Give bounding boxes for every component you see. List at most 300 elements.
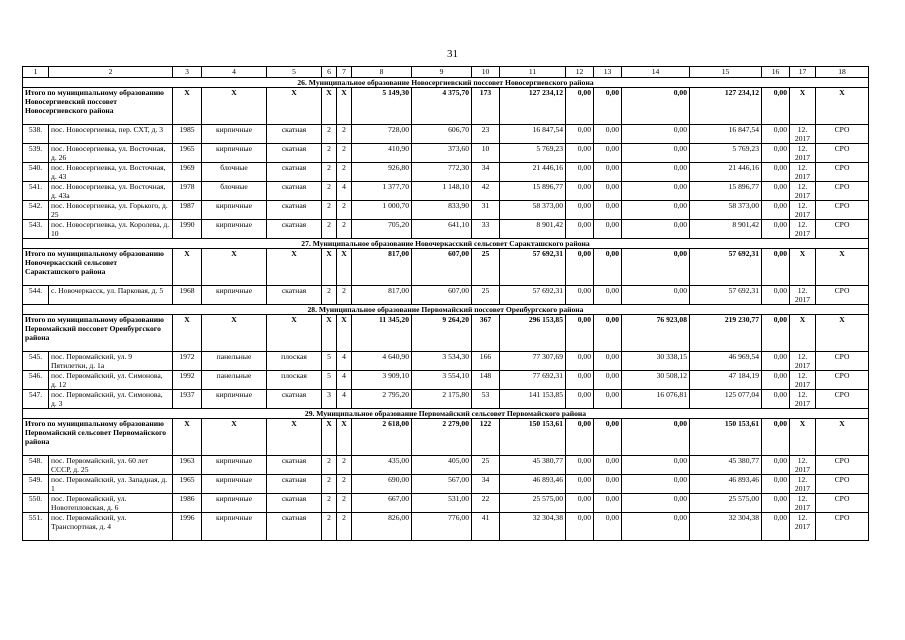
data-cell: 12. 2017 [790, 144, 816, 163]
address-cell: пос. Первомайский, ул. 9 Пятилетки, д. 1а [49, 352, 173, 371]
data-cell: кирпичные [202, 513, 267, 541]
data-cell: СРО [816, 144, 869, 163]
data-cell: 1987 [173, 201, 202, 220]
total-cell: 0,00 [762, 249, 790, 286]
data-cell: панельные [202, 352, 267, 371]
data-cell: 0,00 [594, 390, 622, 409]
data-cell: 30 508,12 [622, 371, 690, 390]
total-cell: 57 692,31 [500, 249, 566, 286]
data-cell: 8 901,42 [500, 220, 566, 239]
data-cell: 373,60 [412, 144, 472, 163]
table-row [23, 163, 869, 182]
data-cell: 1965 [173, 475, 202, 494]
data-cell: 2 [337, 220, 352, 239]
data-cell: 42 [472, 182, 500, 201]
data-cell: 0,00 [566, 182, 594, 201]
row-number: 543. [23, 220, 49, 239]
column-number: 3 [173, 67, 202, 78]
total-cell: X [816, 88, 869, 125]
total-cell: 0,00 [622, 419, 690, 456]
data-cell: 0,00 [622, 286, 690, 305]
data-cell: 0,00 [594, 220, 622, 239]
data-cell: 12. 2017 [790, 513, 816, 541]
data-cell: 1996 [173, 513, 202, 541]
total-cell: X [202, 88, 267, 125]
data-cell: скатная [267, 163, 322, 182]
data-cell: скатная [267, 182, 322, 201]
data-cell: кирпичные [202, 201, 267, 220]
total-cell: 127 234,12 [690, 88, 762, 125]
data-cell: 2 [322, 475, 337, 494]
row-number: 550. [23, 494, 49, 513]
table-row [23, 513, 869, 541]
data-cell: 0,00 [622, 182, 690, 201]
data-cell: 0,00 [594, 125, 622, 144]
data-cell: 25 575,00 [500, 494, 566, 513]
data-cell: 58 373,00 [690, 201, 762, 220]
data-cell: блочные [202, 182, 267, 201]
data-cell: 2 [337, 475, 352, 494]
data-cell: 46 893,46 [500, 475, 566, 494]
data-cell: 16 076,81 [622, 390, 690, 409]
data-cell: кирпичные [202, 456, 267, 475]
data-cell: 0,00 [762, 201, 790, 220]
address-cell: пос. Новосергиевка, пер. СХТ, д. 3 [49, 125, 173, 144]
total-cell: 2 618,00 [352, 419, 412, 456]
data-cell: 0,00 [762, 125, 790, 144]
total-cell: 0,00 [594, 249, 622, 286]
total-cell: X [790, 249, 816, 286]
data-cell: 12. 2017 [790, 182, 816, 201]
data-cell: 77 692,31 [500, 371, 566, 390]
total-cell: 2 279,00 [412, 419, 472, 456]
data-cell: 0,00 [622, 220, 690, 239]
row-number: 540. [23, 163, 49, 182]
data-cell: СРО [816, 475, 869, 494]
column-number: 5 [267, 67, 322, 78]
row-number: 539. [23, 144, 49, 163]
data-cell: 926,80 [352, 163, 412, 182]
total-cell: X [202, 249, 267, 286]
data-cell: 1 148,10 [412, 182, 472, 201]
row-number: 551. [23, 513, 49, 541]
data-cell: 0,00 [762, 390, 790, 409]
data-cell: СРО [816, 513, 869, 541]
data-cell: 1 000,70 [352, 201, 412, 220]
data-cell: 405,00 [412, 456, 472, 475]
data-cell: 166 [472, 352, 500, 371]
data-cell: скатная [267, 220, 322, 239]
column-number: 7 [337, 67, 352, 78]
data-cell: 2 [337, 513, 352, 541]
total-cell: X [816, 249, 869, 286]
data-cell: 0,00 [762, 475, 790, 494]
row-number: 547. [23, 390, 49, 409]
data-cell: 46 969,54 [690, 352, 762, 371]
row-number: 549. [23, 475, 49, 494]
total-cell: 57 692,31 [690, 249, 762, 286]
address-cell: пос. Первомайский, ул. Западная, д. 1 [49, 475, 173, 494]
column-number: 10 [472, 67, 500, 78]
total-cell: 0,00 [594, 88, 622, 125]
address-cell: пос. Первомайский, ул. Симонова, д. 12 [49, 371, 173, 390]
total-cell: 0,00 [566, 419, 594, 456]
data-cell: 0,00 [762, 513, 790, 541]
data-cell: 12. 2017 [790, 163, 816, 182]
data-cell: 772,30 [412, 163, 472, 182]
total-cell: 0,00 [762, 88, 790, 125]
address-cell: пос. Новосергиевка, ул. Горького, д. 25 [49, 201, 173, 220]
data-cell: СРО [816, 390, 869, 409]
data-cell: 148 [472, 371, 500, 390]
data-cell: 32 304,38 [690, 513, 762, 541]
section-heading-row [23, 239, 869, 249]
data-cell: 4 [337, 390, 352, 409]
data-cell: 0,00 [594, 352, 622, 371]
data-cell: 2 [337, 456, 352, 475]
data-cell: 0,00 [594, 201, 622, 220]
data-cell: плоская [267, 371, 322, 390]
data-cell: 435,00 [352, 456, 412, 475]
data-cell: 410,90 [352, 144, 412, 163]
total-label: Итого по муниципальному образованию Новочеркасский сельсовет Саракташского района [23, 249, 173, 286]
data-cell: 0,00 [762, 163, 790, 182]
data-cell: 30 338,15 [622, 352, 690, 371]
data-cell: 4 640,90 [352, 352, 412, 371]
section-title: 27. Муниципальное образование Новочеркасский сельсовет Саракташского района [23, 239, 869, 249]
total-cell: X [202, 419, 267, 456]
data-cell: 0,00 [566, 286, 594, 305]
data-cell: 567,00 [412, 475, 472, 494]
data-cell: 2 795,20 [352, 390, 412, 409]
table-row [23, 475, 869, 494]
total-cell: 296 153,85 [500, 315, 566, 352]
total-cell: 0,00 [762, 419, 790, 456]
data-cell: 2 [337, 286, 352, 305]
data-cell: СРО [816, 182, 869, 201]
data-cell: 5 [322, 371, 337, 390]
data-cell: 2 [322, 494, 337, 513]
data-cell: 531,00 [412, 494, 472, 513]
data-cell: 0,00 [566, 390, 594, 409]
section-total-row [23, 315, 869, 352]
total-cell: X [337, 315, 352, 352]
column-number: 16 [762, 67, 790, 78]
data-cell: СРО [816, 163, 869, 182]
total-cell: 11 345,20 [352, 315, 412, 352]
total-cell: X [816, 419, 869, 456]
column-number: 11 [500, 67, 566, 78]
data-cell: 3 554,10 [412, 371, 472, 390]
table-row [23, 390, 869, 409]
table-row [23, 494, 869, 513]
data-cell: 0,00 [566, 456, 594, 475]
data-cell: 3 [322, 390, 337, 409]
data-cell: скатная [267, 286, 322, 305]
column-number: 14 [622, 67, 690, 78]
section-heading-row [23, 305, 869, 315]
address-cell: с. Новочеркасск, ул. Парковая, д. 5 [49, 286, 173, 305]
data-cell: 12. 2017 [790, 475, 816, 494]
data-cell: 0,00 [594, 494, 622, 513]
data-cell: 53 [472, 390, 500, 409]
data-cell: 12. 2017 [790, 456, 816, 475]
data-cell: 57 692,31 [690, 286, 762, 305]
table-row [23, 182, 869, 201]
section-title: 28. Муниципальное образование Первомайский поссовет Оренбургского района [23, 305, 869, 315]
row-number: 544. [23, 286, 49, 305]
data-cell: скатная [267, 513, 322, 541]
total-label: Итого по муниципальному образованию Первомайский сельсовет Первомайского района [23, 419, 173, 456]
total-cell: X [202, 315, 267, 352]
data-cell: 1985 [173, 125, 202, 144]
data-cell: 12. 2017 [790, 286, 816, 305]
total-cell: X [790, 315, 816, 352]
section-total-row [23, 88, 869, 125]
data-cell: 31 [472, 201, 500, 220]
data-cell: 3 534,30 [412, 352, 472, 371]
row-number: 541. [23, 182, 49, 201]
data-cell: 2 [322, 182, 337, 201]
data-cell: 2 [337, 125, 352, 144]
total-cell: 150 153,61 [690, 419, 762, 456]
data-cell: 2 [322, 513, 337, 541]
address-cell: пос. Первомайский, ул. Симонова, д. 3 [49, 390, 173, 409]
data-cell: 21 446,16 [500, 163, 566, 182]
address-cell: пос. Первомайский, ул. 60 лет СССР, д. 25 [49, 456, 173, 475]
total-cell: X [337, 419, 352, 456]
data-cell: 0,00 [762, 286, 790, 305]
data-cell: 0,00 [566, 371, 594, 390]
data-cell: 0,00 [566, 201, 594, 220]
total-cell: 122 [472, 419, 500, 456]
data-cell: 0,00 [566, 513, 594, 541]
data-cell: 12. 2017 [790, 352, 816, 371]
data-cell: 2 [322, 201, 337, 220]
data-cell: 1968 [173, 286, 202, 305]
total-cell: X [337, 249, 352, 286]
total-cell: X [173, 249, 202, 286]
data-cell: 0,00 [566, 352, 594, 371]
data-cell: 23 [472, 125, 500, 144]
data-cell: 0,00 [594, 456, 622, 475]
data-cell: 2 [322, 286, 337, 305]
data-cell: 690,00 [352, 475, 412, 494]
row-number: 538. [23, 125, 49, 144]
data-cell: 16 847,54 [690, 125, 762, 144]
data-cell: СРО [816, 456, 869, 475]
data-cell: 817,00 [352, 286, 412, 305]
data-cell: 1969 [173, 163, 202, 182]
data-cell: 667,00 [352, 494, 412, 513]
data-cell: плоская [267, 352, 322, 371]
data-cell: 0,00 [762, 352, 790, 371]
column-number: 15 [690, 67, 762, 78]
data-cell: 2 [322, 163, 337, 182]
total-cell: X [322, 419, 337, 456]
data-cell: 1992 [173, 371, 202, 390]
total-cell: 0,00 [594, 419, 622, 456]
data-cell: 2 [337, 144, 352, 163]
data-cell: 776,00 [412, 513, 472, 541]
data-cell: 12. 2017 [790, 201, 816, 220]
data-cell: кирпичные [202, 125, 267, 144]
total-cell: 173 [472, 88, 500, 125]
data-cell: 0,00 [622, 456, 690, 475]
total-cell: 76 923,08 [622, 315, 690, 352]
data-cell: 2 [322, 456, 337, 475]
table-row [23, 201, 869, 220]
data-cell: скатная [267, 494, 322, 513]
data-cell: 8 901,42 [690, 220, 762, 239]
data-cell: кирпичные [202, 286, 267, 305]
total-cell: 25 [472, 249, 500, 286]
total-label: Итого по муниципальному образованию Новосергиевский поссовет Новосергиевского района [23, 88, 173, 125]
data-cell: 1 377,70 [352, 182, 412, 201]
data-cell: 4 [337, 352, 352, 371]
data-cell: 0,00 [622, 144, 690, 163]
total-cell: 0,00 [622, 249, 690, 286]
total-cell: 0,00 [762, 315, 790, 352]
data-cell: 0,00 [566, 494, 594, 513]
total-cell: X [322, 88, 337, 125]
column-number: 9 [412, 67, 472, 78]
data-cell: 12. 2017 [790, 125, 816, 144]
total-cell: X [267, 315, 322, 352]
total-cell: 817,00 [352, 249, 412, 286]
table-row [23, 456, 869, 475]
data-cell: 2 [322, 144, 337, 163]
total-cell: 127 234,12 [500, 88, 566, 125]
table-row [23, 371, 869, 390]
data-cell: 5 769,23 [500, 144, 566, 163]
data-cell: 0,00 [622, 163, 690, 182]
data-cell: скатная [267, 390, 322, 409]
data-cell: 826,00 [352, 513, 412, 541]
data-cell: 34 [472, 163, 500, 182]
page-number: 31 [447, 48, 458, 60]
data-cell: 606,70 [412, 125, 472, 144]
column-number: 6 [322, 67, 337, 78]
data-cell: 25 [472, 286, 500, 305]
column-number: 2 [49, 67, 173, 78]
data-cell: 125 077,04 [690, 390, 762, 409]
total-cell: 5 149,30 [352, 88, 412, 125]
column-number: 12 [566, 67, 594, 78]
total-cell: X [173, 88, 202, 125]
data-cell: СРО [816, 286, 869, 305]
data-cell: 0,00 [594, 182, 622, 201]
total-cell: X [790, 419, 816, 456]
data-cell: 0,00 [594, 475, 622, 494]
data-cell: 0,00 [566, 163, 594, 182]
data-cell: СРО [816, 494, 869, 513]
total-cell: X [322, 249, 337, 286]
data-cell: 0,00 [566, 220, 594, 239]
data-cell: кирпичные [202, 220, 267, 239]
data-cell: 1972 [173, 352, 202, 371]
data-cell: 0,00 [762, 144, 790, 163]
address-cell: пос. Новосергиевка, ул. Королева, д. 10 [49, 220, 173, 239]
total-cell: 367 [472, 315, 500, 352]
data-cell: СРО [816, 125, 869, 144]
data-cell: 2 [322, 220, 337, 239]
section-title: 26. Муниципальное образование Новосергиевский поссовет Новосергиевского района [23, 78, 869, 88]
data-cell: 2 [322, 125, 337, 144]
data-cell: 3 909,10 [352, 371, 412, 390]
data-cell: 141 153,85 [500, 390, 566, 409]
data-cell: 15 896,77 [690, 182, 762, 201]
address-cell: пос. Первомайский, ул. Новотепловская, д. 6 [49, 494, 173, 513]
total-cell: X [267, 419, 322, 456]
data-cell: 46 893,46 [690, 475, 762, 494]
row-number: 542. [23, 201, 49, 220]
table-row [23, 125, 869, 144]
data-cell: 0,00 [622, 475, 690, 494]
data-cell: 41 [472, 513, 500, 541]
data-cell: 57 692,31 [500, 286, 566, 305]
address-cell: пос. Первомайский, ул. Транспортная, д. 4 [49, 513, 173, 541]
data-cell: 0,00 [566, 144, 594, 163]
total-cell: X [173, 315, 202, 352]
data-cell: СРО [816, 220, 869, 239]
total-cell: 9 264,20 [412, 315, 472, 352]
total-cell: X [267, 88, 322, 125]
table-row [23, 286, 869, 305]
data-cell: 32 304,38 [500, 513, 566, 541]
total-cell: 0,00 [566, 88, 594, 125]
data-cell: 12. 2017 [790, 220, 816, 239]
data-cell: скатная [267, 144, 322, 163]
total-cell: X [816, 315, 869, 352]
data-cell: 77 307,69 [500, 352, 566, 371]
data-cell: 0,00 [594, 371, 622, 390]
data-cell: 4 [337, 182, 352, 201]
total-cell: X [267, 249, 322, 286]
data-cell: 45 380,77 [690, 456, 762, 475]
data-cell: 0,00 [762, 371, 790, 390]
data-cell: 641,10 [412, 220, 472, 239]
data-cell: 0,00 [622, 513, 690, 541]
data-cell: скатная [267, 201, 322, 220]
column-number: 8 [352, 67, 412, 78]
data-cell: 58 373,00 [500, 201, 566, 220]
data-cell: 21 446,16 [690, 163, 762, 182]
data-cell: 33 [472, 220, 500, 239]
data-cell: 0,00 [762, 220, 790, 239]
data-cell: кирпичные [202, 494, 267, 513]
data-cell: 16 847,54 [500, 125, 566, 144]
column-number: 17 [790, 67, 816, 78]
data-cell: 0,00 [594, 286, 622, 305]
total-cell: 0,00 [594, 315, 622, 352]
section-total-row [23, 249, 869, 286]
row-number: 545. [23, 352, 49, 371]
table-row [23, 144, 869, 163]
total-cell: X [173, 419, 202, 456]
section-title: 29. Муниципальное образование Первомайский сельсовет Первомайского района [23, 409, 869, 419]
total-cell: 219 230,77 [690, 315, 762, 352]
data-cell: 1990 [173, 220, 202, 239]
data-cell: блочные [202, 163, 267, 182]
data-cell: СРО [816, 352, 869, 371]
section-heading-row [23, 78, 869, 88]
total-cell: X [337, 88, 352, 125]
data-cell: 45 380,77 [500, 456, 566, 475]
address-cell: пос. Новосергиевка, ул. Восточная, д. 43 [49, 163, 173, 182]
data-cell: кирпичные [202, 144, 267, 163]
data-cell: 0,00 [594, 144, 622, 163]
